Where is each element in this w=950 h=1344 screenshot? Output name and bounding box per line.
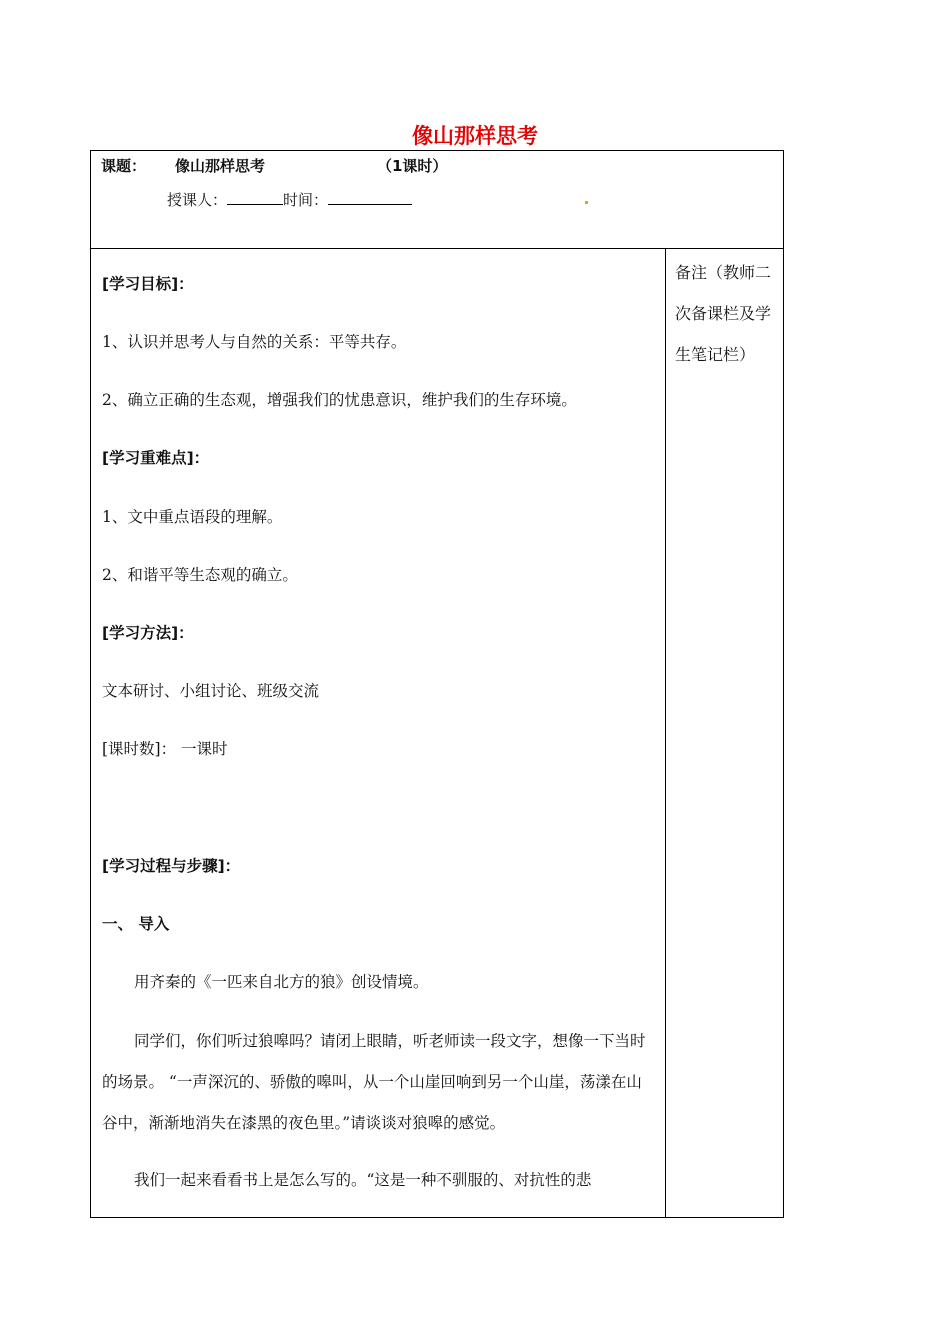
notes-column bbox=[666, 248, 783, 1217]
goal-item: 1、认识并思考人与自然的关系：平等共存。 bbox=[102, 333, 407, 351]
topic-label: 课题： bbox=[101, 157, 147, 175]
key-point-item: 2、和谐平等生态观的确立。 bbox=[102, 566, 298, 584]
stray-mark bbox=[585, 201, 588, 204]
goal-item: 2、确立正确的生态观，增强我们的忧患意识，维护我们的生存环境。 bbox=[102, 391, 577, 409]
topic-value: 像山那样思考 bbox=[175, 157, 266, 175]
notes-label: 备注（教师二次备课栏及学生笔记栏） bbox=[675, 263, 772, 364]
teacher-time-line bbox=[167, 189, 412, 210]
time-label: 时间： bbox=[283, 191, 329, 209]
goals-heading: [学习目标]： bbox=[102, 275, 194, 293]
step-heading: 一、 导入 bbox=[102, 915, 170, 933]
methods-text: 文本研讨、小组讨论、班级交流 bbox=[102, 682, 320, 700]
intro-paragraph: 我们一起来看看书上是怎么写的。“这是一种不驯服的、对抗性的悲 bbox=[134, 1171, 592, 1189]
header-cell bbox=[91, 151, 783, 249]
intro-paragraph: 同学们，你们听过狼嗥吗？请闭上眼睛，听老师读一段文字，想像一下当时的场景。 “一声深沉的、骄傲的嗥叫，从一个山崖回响到另一个山崖，荡漾在山谷中，渐渐地消失在漆黑的夜色里。”请谈谈对狼嗥的感觉。 bbox=[102, 1032, 646, 1132]
teacher-label: 授课人： bbox=[167, 191, 228, 209]
key-point-item: 1、文中重点语段的理解。 bbox=[102, 508, 283, 526]
class-hours-line: [课时数]： 一课时 bbox=[102, 740, 228, 758]
process-heading: [学习过程与步骤]： bbox=[102, 857, 241, 875]
document-title: 像山那样思考 bbox=[412, 124, 538, 148]
methods-heading: [学习方法]： bbox=[102, 624, 194, 642]
lesson-hours: （1课时） bbox=[377, 157, 448, 175]
teacher-blank bbox=[227, 190, 283, 205]
intro-paragraph: 用齐秦的《一匹来自北方的狼》创设情境。 bbox=[134, 973, 429, 991]
content-cell bbox=[91, 248, 666, 1217]
time-blank bbox=[328, 190, 412, 205]
key-points-heading: [学习重难点]： bbox=[102, 449, 210, 467]
lesson-plan-table bbox=[90, 150, 784, 1218]
